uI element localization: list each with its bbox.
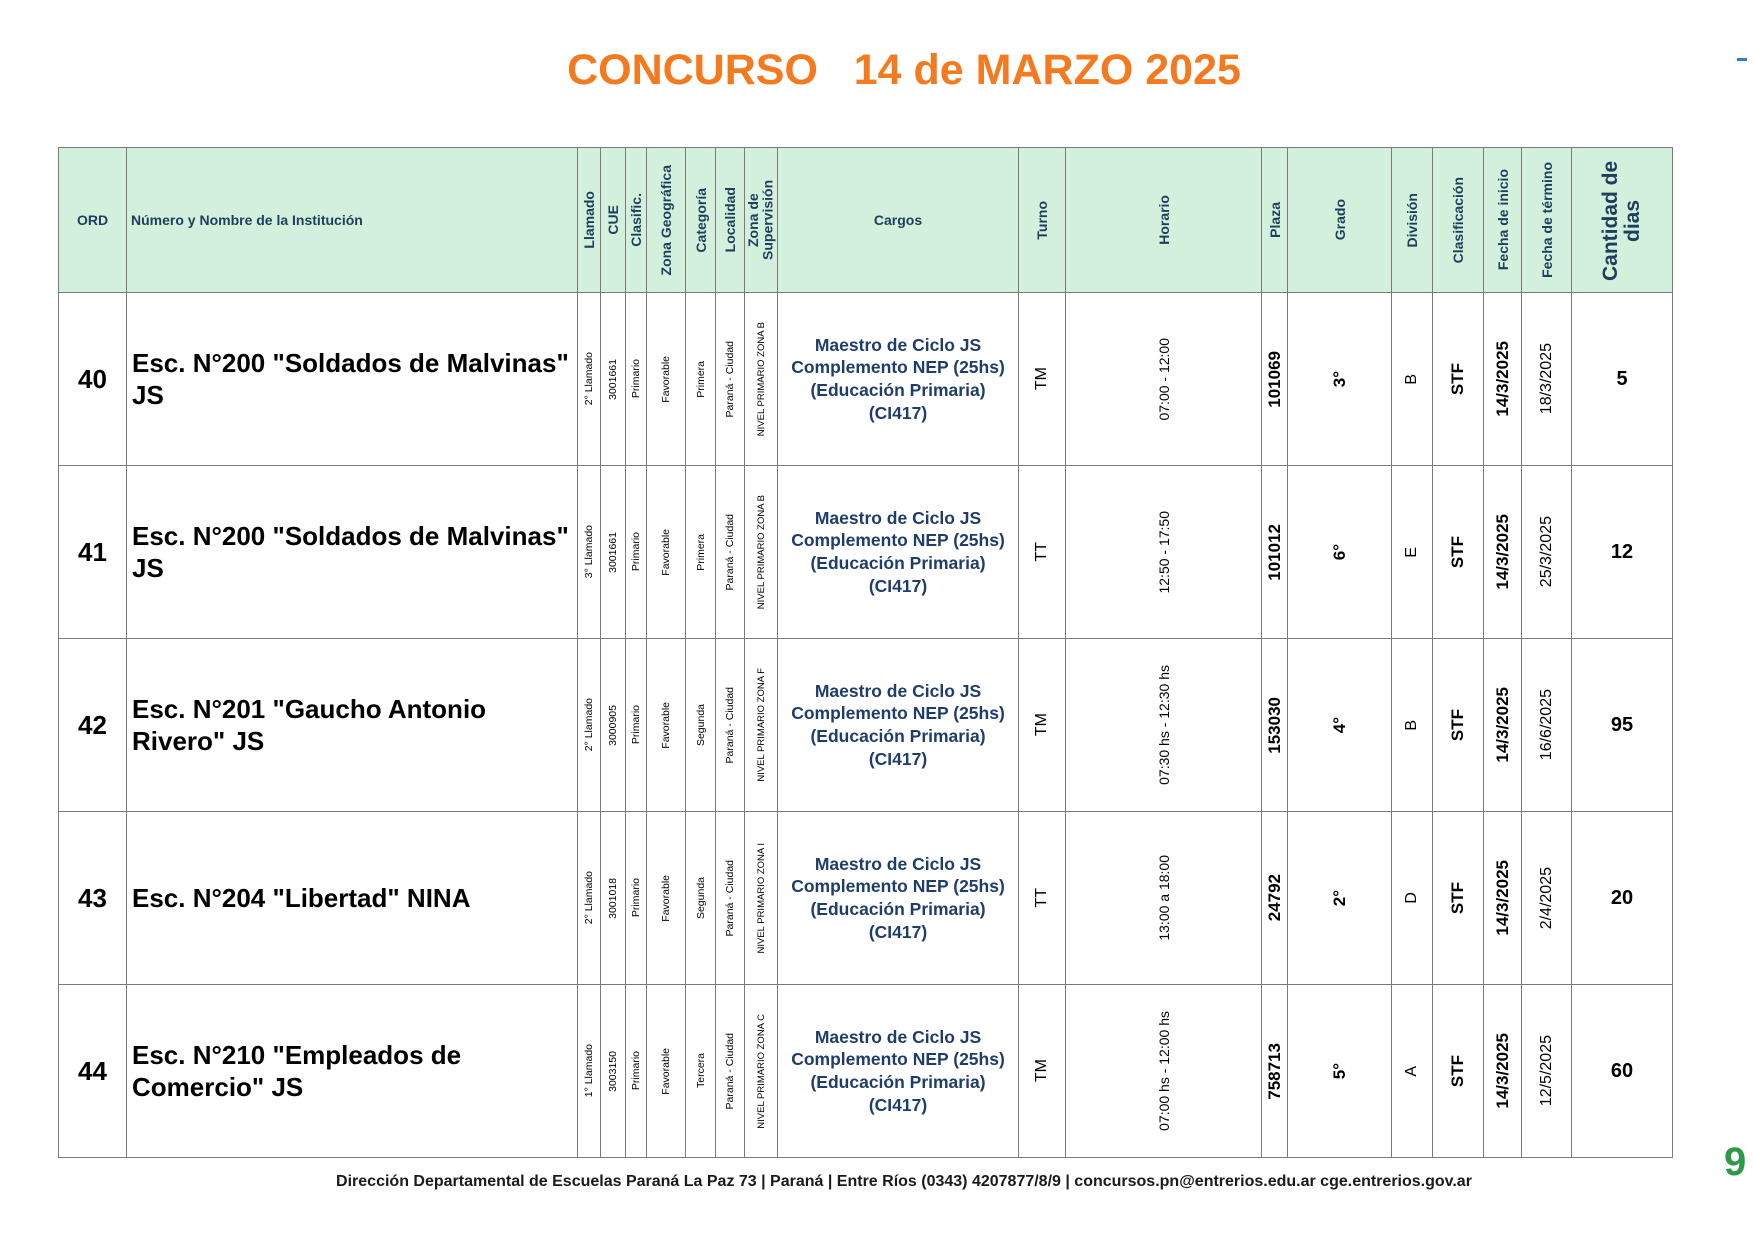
cell-zona-supervision: NIVEL PRIMARIO ZONA B: [745, 466, 778, 639]
cell-ord: 41: [59, 466, 127, 639]
cell-grado: 3°: [1288, 293, 1392, 466]
cell-fecha-inicio: 14/3/2025: [1484, 812, 1522, 985]
cell-fecha-inicio: 14/3/2025: [1484, 985, 1522, 1158]
cell-turno: TM: [1019, 985, 1066, 1158]
cell-localidad: Paraná - Ciudad: [716, 293, 745, 466]
table-row: [59, 466, 1673, 639]
cell-cantidad-dias: 12: [1572, 466, 1673, 639]
cell-zona-geografica: Favorable: [647, 466, 686, 639]
cell-cue: 3001661: [601, 293, 626, 466]
cell-zona-supervision: NIVEL PRIMARIO ZONA I: [745, 812, 778, 985]
cell-ord: 44: [59, 985, 127, 1158]
cell-clasificacion: STF: [1433, 293, 1484, 466]
cell-grado: 4°: [1288, 639, 1392, 812]
cell-zona-supervision: NIVEL PRIMARIO ZONA B: [745, 293, 778, 466]
cell-institucion: Esc. N°200 "Soldados de Malvinas" JS: [127, 293, 578, 466]
col-header-fecha-termino: Fecha de término: [1522, 148, 1572, 293]
cell-institucion: Esc. N°201 "Gaucho Antonio Rivero" JS: [127, 639, 578, 812]
cell-fecha-inicio: 14/3/2025: [1484, 639, 1522, 812]
corner-link-mark[interactable]: [1737, 58, 1747, 61]
cell-horario: 12:50 - 17:50: [1066, 466, 1262, 639]
footer-contact: Dirección Departamental de Escuelas Paraná La Paz 73 | Paraná | Entre Ríos (0343) 4207877/8/9 | concursos.pn@entrerios.edu.ar cge.entrerios.gov.ar: [336, 1173, 1472, 1190]
cell-zona-supervision: NIVEL PRIMARIO ZONA F: [745, 639, 778, 812]
cell-cue: 3003150: [601, 985, 626, 1158]
cell-fecha-termino: 18/3/2025: [1522, 293, 1572, 466]
cell-grado: 5°: [1288, 985, 1392, 1158]
cell-cantidad-dias: 20: [1572, 812, 1673, 985]
cell-categoria: Primera: [686, 293, 716, 466]
col-header-clasificacion: Clasificación: [1433, 148, 1484, 293]
col-header-cargos: Cargos: [778, 148, 1019, 293]
col-header-llamado: Llamado: [578, 148, 601, 293]
cell-localidad: Paraná - Ciudad: [716, 985, 745, 1158]
col-header-horario: Horario: [1066, 148, 1262, 293]
col-header-zona-supervision: Zona de Supervisión: [745, 148, 778, 293]
cell-fecha-termino: 2/4/2025: [1522, 812, 1572, 985]
col-header-division: División: [1392, 148, 1433, 293]
cell-fecha-termino: 16/6/2025: [1522, 639, 1572, 812]
cell-turno: TT: [1019, 812, 1066, 985]
cell-ord: 42: [59, 639, 127, 812]
col-header-grado: Grado: [1288, 148, 1392, 293]
cell-clasificacion: STF: [1433, 985, 1484, 1158]
cell-llamado: 2° Llamado: [578, 639, 601, 812]
cell-grado: 6°: [1288, 466, 1392, 639]
page-title: CONCURSO 14 de MARZO 2025: [567, 46, 1241, 94]
cell-clasific: Primario: [626, 639, 647, 812]
cell-institucion: Esc. N°204 "Libertad" NINA: [127, 812, 578, 985]
cell-division: D: [1392, 812, 1433, 985]
col-header-clasific: Clasific.: [626, 148, 647, 293]
cell-institucion: Esc. N°210 "Empleados de Comercio" JS: [127, 985, 578, 1158]
cell-turno: TT: [1019, 466, 1066, 639]
cell-cue: 3001018: [601, 812, 626, 985]
page-number: 9: [1724, 1140, 1747, 1184]
table-header-row: [59, 148, 1673, 293]
cell-plaza: 101069: [1262, 293, 1288, 466]
cell-horario: 07:00 - 12:00: [1066, 293, 1262, 466]
cell-plaza: 758713: [1262, 985, 1288, 1158]
table-row: [59, 293, 1673, 466]
cell-division: A: [1392, 985, 1433, 1158]
cell-plaza: 153030: [1262, 639, 1288, 812]
cell-horario: 13:00 a 18:00: [1066, 812, 1262, 985]
cell-division: E: [1392, 466, 1433, 639]
cell-fecha-termino: 12/5/2025: [1522, 985, 1572, 1158]
cell-zona-geografica: Favorable: [647, 812, 686, 985]
col-header-institucion: Número y Nombre de la Institución: [127, 148, 578, 293]
vacancies-table: [58, 147, 1673, 1158]
col-header-ord: ORD: [59, 148, 127, 293]
cell-division: B: [1392, 293, 1433, 466]
cell-cue: 3001661: [601, 466, 626, 639]
cell-division: B: [1392, 639, 1433, 812]
cell-clasific: Primario: [626, 293, 647, 466]
col-header-zona-geografica: Zona Geográfica: [647, 148, 686, 293]
cell-categoria: Tercera: [686, 985, 716, 1158]
col-header-turno: Turno: [1019, 148, 1066, 293]
cell-cantidad-dias: 60: [1572, 985, 1673, 1158]
cell-turno: TM: [1019, 293, 1066, 466]
cell-ord: 40: [59, 293, 127, 466]
cell-ord: 43: [59, 812, 127, 985]
cell-cantidad-dias: 95: [1572, 639, 1673, 812]
cell-horario: 07:00 hs - 12:00 hs: [1066, 985, 1262, 1158]
cell-llamado: 2° Llamado: [578, 812, 601, 985]
cell-localidad: Paraná - Ciudad: [716, 812, 745, 985]
cell-fecha-inicio: 14/3/2025: [1484, 293, 1522, 466]
cell-llamado: 3° Llamado: [578, 466, 601, 639]
table-row: [59, 639, 1673, 812]
col-header-fecha-inicio: Fecha de inicio: [1484, 148, 1522, 293]
cell-fecha-termino: 25/3/2025: [1522, 466, 1572, 639]
cell-zona-geografica: Favorable: [647, 293, 686, 466]
cell-turno: TM: [1019, 639, 1066, 812]
cell-cargo: Maestro de Ciclo JS Complemento NEP (25hs) (Educación Primaria) (CI417): [778, 466, 1019, 639]
cell-institucion: Esc. N°200 "Soldados de Malvinas" JS: [127, 466, 578, 639]
cell-clasific: Primario: [626, 985, 647, 1158]
cell-cargo: Maestro de Ciclo JS Complemento NEP (25hs) (Educación Primaria) (CI417): [778, 985, 1019, 1158]
cell-plaza: 24792: [1262, 812, 1288, 985]
cell-categoria: Primera: [686, 466, 716, 639]
col-header-cue: CUE: [601, 148, 626, 293]
cell-cargo: Maestro de Ciclo JS Complemento NEP (25hs) (Educación Primaria) (CI417): [778, 639, 1019, 812]
cell-localidad: Paraná - Ciudad: [716, 639, 745, 812]
cell-llamado: 1° Llamado: [578, 985, 601, 1158]
cell-horario: 07:30 hs - 12:30 hs: [1066, 639, 1262, 812]
cell-cargo: Maestro de Ciclo JS Complemento NEP (25hs) (Educación Primaria) (CI417): [778, 293, 1019, 466]
cell-categoria: Segunda: [686, 812, 716, 985]
cell-cargo: Maestro de Ciclo JS Complemento NEP (25hs) (Educación Primaria) (CI417): [778, 812, 1019, 985]
cell-zona-geografica: Favorable: [647, 639, 686, 812]
cell-clasificacion: STF: [1433, 639, 1484, 812]
cell-grado: 2°: [1288, 812, 1392, 985]
cell-localidad: Paraná - Ciudad: [716, 466, 745, 639]
cell-zona-supervision: NIVEL PRIMARIO ZONA C: [745, 985, 778, 1158]
cell-clasificacion: STF: [1433, 812, 1484, 985]
cell-zona-geografica: Favorable: [647, 985, 686, 1158]
cell-cue: 3000905: [601, 639, 626, 812]
cell-categoria: Segunda: [686, 639, 716, 812]
cell-cantidad-dias: 5: [1572, 293, 1673, 466]
cell-llamado: 2° Llamado: [578, 293, 601, 466]
table-row: [59, 812, 1673, 985]
cell-fecha-inicio: 14/3/2025: [1484, 466, 1522, 639]
cell-plaza: 101012: [1262, 466, 1288, 639]
col-header-plaza: Plaza: [1262, 148, 1288, 293]
cell-clasific: Primario: [626, 812, 647, 985]
cell-clasific: Primario: [626, 466, 647, 639]
col-header-categoria: Categoría: [686, 148, 716, 293]
table-row: [59, 985, 1673, 1158]
col-header-cantidad-dias: Cantidad de dias: [1572, 148, 1673, 293]
col-header-localidad: Localidad: [716, 148, 745, 293]
cell-clasificacion: STF: [1433, 466, 1484, 639]
